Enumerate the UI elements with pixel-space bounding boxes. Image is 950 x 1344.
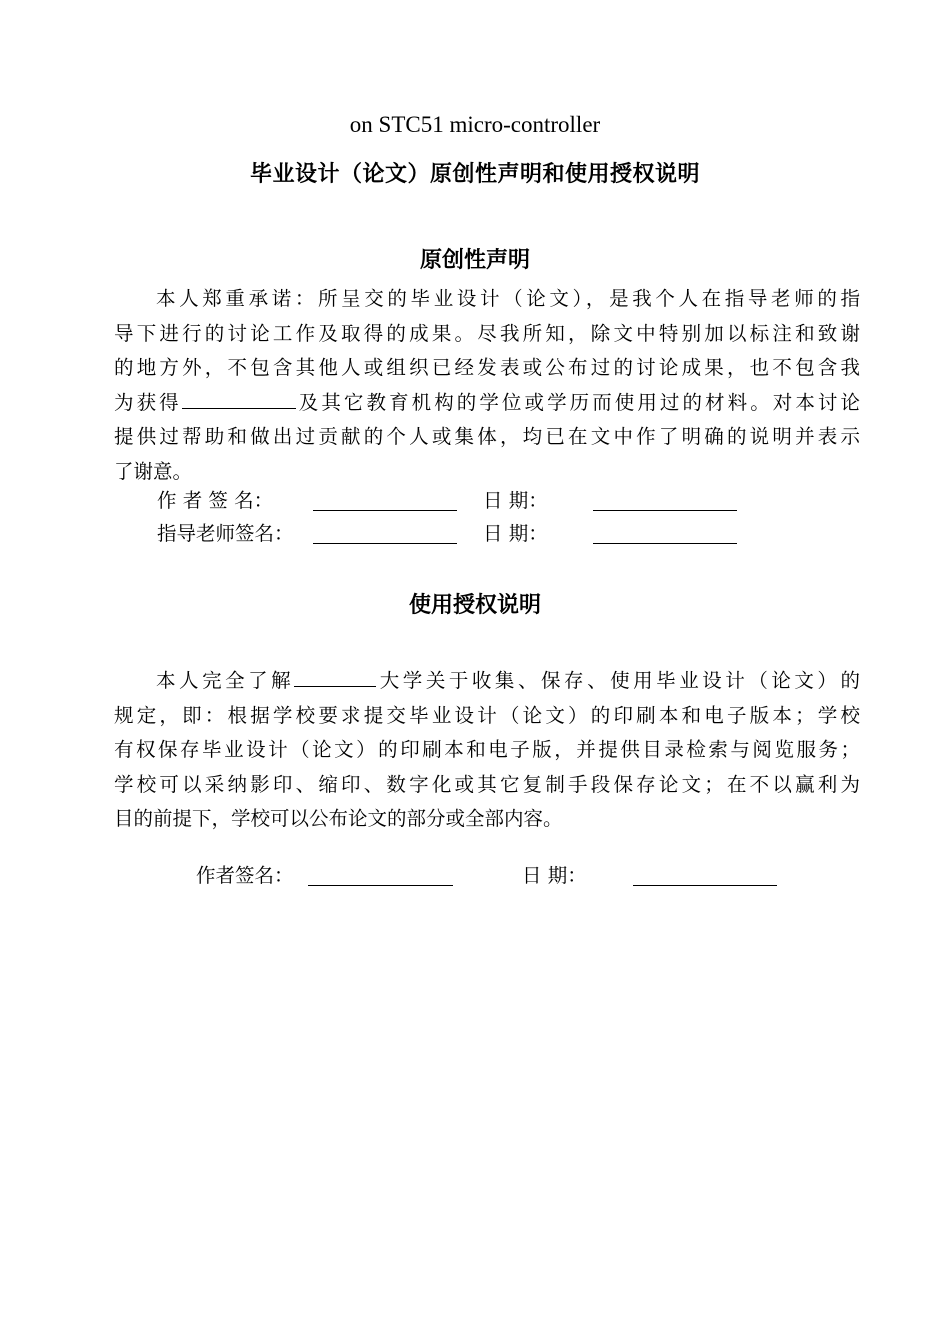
final-author-sign-line[interactable] [308, 885, 453, 886]
document-title: 毕业设计（论文）原创性声明和使用授权说明 [249, 162, 700, 187]
advisor-date-label: 日 期： [483, 522, 548, 545]
authorization-heading: 使用授权说明 [408, 593, 541, 618]
originality-line-5: 提供过帮助和做出过贡献的个人或集体，均已在文中作了明确的说明并表示 [114, 425, 860, 448]
header-continuation: on STC51 micro-controller [349, 112, 601, 137]
author-date-label: 日 期： [483, 489, 548, 512]
author-sign-label: 作 者 签 名： [157, 489, 274, 512]
originality-heading: 原创性声明 [419, 248, 530, 273]
author-date-line[interactable] [593, 510, 737, 511]
advisor-signature-row [0, 519, 950, 549]
originality-line-4 [114, 386, 860, 421]
final-signature-row [0, 861, 950, 891]
originality-line-2: 导下进行的讨论工作及取得的成果。尽我所知，除文中特别加以标注和致谢 [114, 321, 860, 345]
author-sign-line[interactable] [313, 510, 457, 511]
final-author-sign-label: 作者签名： [196, 864, 294, 887]
authorization-line-4: 学校可以采纳影印、缩印、数字化或其它复制手段保存论文；在不以赢利为 [114, 772, 860, 796]
authorization-line-5: 目的前提下，学校可以公布论文的部分或全部内容。 [114, 807, 563, 830]
originality-line-6: 了谢意。 [114, 459, 193, 483]
advisor-sign-line[interactable] [313, 543, 457, 544]
authorization-statement [114, 664, 860, 837]
authorization-line-1-prefix: 本人完全了解 [156, 669, 295, 692]
degree-blank [182, 390, 296, 409]
final-date-line[interactable] [633, 885, 777, 886]
final-date-label: 日 期： [522, 864, 587, 887]
originality-line-4-prefix: 为获得 [114, 390, 182, 414]
authorization-line-2: 规定，即：根据学校要求提交毕业设计（论文）的印刷本和电子版本；学校 [114, 703, 860, 727]
originality-statement [114, 282, 860, 489]
originality-line-4-rest: 及其它教育机构的学位或学历而使用过的材料。对本讨论 [295, 390, 860, 414]
author-signature-row [0, 486, 950, 516]
authorization-line-1-suffix: 大学关于收集、保存、使用毕业设计（论文）的 [376, 669, 860, 692]
advisor-sign-label: 指导老师签名： [157, 522, 294, 545]
university-blank [294, 668, 376, 687]
originality-line-3: 的地方外，不包含其他人或组织已经发表或公布过的讨论成果，也不包含我 [114, 356, 860, 379]
authorization-line-1 [114, 664, 860, 699]
advisor-date-line[interactable] [593, 543, 737, 544]
originality-line-1: 本人郑重承诺：所呈交的毕业设计（论文），是我个人在指导老师的指 [156, 287, 860, 310]
authorization-line-3: 有权保存毕业设计（论文）的印刷本和电子版，并提供目录检索与阅览服务； [114, 738, 860, 761]
